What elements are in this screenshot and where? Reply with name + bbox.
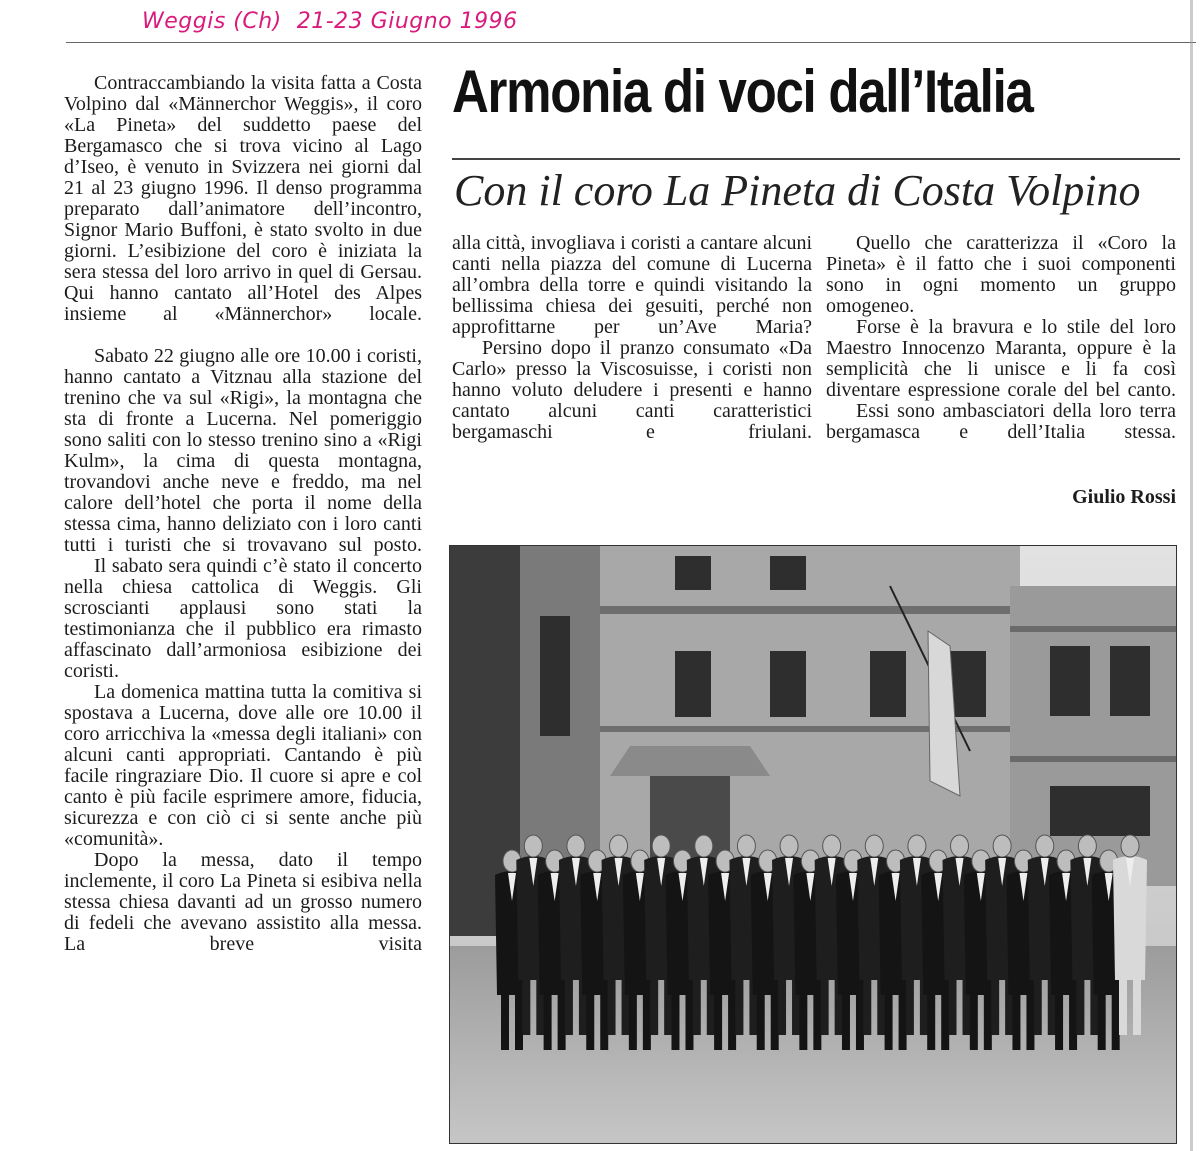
paragraph: Essi sono ambasciatori della loro terra bergamasca e dell’Italia stessa. xyxy=(826,400,1176,443)
article-column-1 xyxy=(64,73,422,955)
headline-rule xyxy=(452,158,1180,160)
paragraph: Persino dopo il pranzo consumato «Da Carlo» presso la Viscosuisse, i coristi non hanno voluto deludere i presenti e hanno cantato alcuni canti caratteristici bergamaschi e friulani. xyxy=(452,337,812,443)
paragraph: Sabato 22 giugno alle ore 10.00 i coristi, hanno cantato a Vitznau alla stazione del trenino che va sul «Rigi», la montagna che sta di fronte a Lucerna. Nel pomeriggio sono saliti con lo stesso trenino sino a «Rigi Kulm», la cima di questa montagna, trovandovi anche neve e freddo, ma nel calore dell’hotel che porta il nome della stessa cima, hanno deliziato con i loro canti tutti i turisti che si trovavano sul posto. xyxy=(64,345,422,556)
article-column-2 xyxy=(452,233,812,443)
paragraph: Forse è la bravura e lo stile del loro Maestro Innocenzo Maranta, oppure è la semplicità che li unisce e li fa così diventare espressione corale del bel canto. xyxy=(826,316,1176,401)
article-column-3 xyxy=(826,233,1176,443)
page-top-rule xyxy=(66,42,1196,43)
choir-photo-image xyxy=(450,546,1176,1143)
paragraph: Dopo la messa, dato il tempo inclemente, il coro La Pineta si esibiva nella stessa chiesa davanti ad un grosso numero di fedeli che avevano assistito alla messa. La breve visita xyxy=(64,849,422,955)
paragraph: La domenica mattina tutta la comitiva si spostava a Lucerna, dove alle ore 10.00 il coro arricchiva la «messa degli italiani» con alcuni canti appropriati. Cantando è più facile ringraziare Dio. Il cuore si apre e col canto è più facile esprimere amore, fiducia, sicurezza e con ciò ci si sente anche più «comunità». xyxy=(64,681,422,850)
paragraph: Il sabato sera quindi c’è stato il concerto nella chiesa cattolica di Weggis. Gli scroscianti applausi sono stati la testimonianza che il pubblico era rimasto affascinato dall’armoniosa esibizione dei coristi. xyxy=(64,555,422,682)
scan-edge xyxy=(1190,0,1193,1151)
paragraph: alla città, invogliava i coristi a cantare alcuni canti nella piazza del comune di Lucerna all’ombra della torre e quindi visitando la bellissima chiesa dei gesuiti, perché non approfittarne per un’Ave Maria? xyxy=(452,232,812,338)
article-subheadline: Con il coro La Pineta di Costa Volpino xyxy=(454,166,1141,215)
handwritten-date-annotation: Weggis (Ch) 21-23 Giugno 1996 xyxy=(142,9,518,34)
paragraph: Contraccambiando la visita fatta a Costa Volpino dal «Männerchor Weggis», il coro «La Pineta» del suddetto paese del Bergamasco che si trova vicino al Lago d’Iseo, è venuto in Svizzera nei giorni dal 21 al 23 giugno 1996. Il denso programma preparato dall’animatore dell’incontro, Signor Mario Buffoni, è stato svolto in due giorni. L’esibizione del coro è iniziata la sera stessa del loro arrivo in quel di Gersau. Qui hanno cantato all’Hotel des Alpes insieme al «Männerchor» locale. xyxy=(64,72,422,325)
paragraph: Quello che caratterizza il «Coro la Pineta» è il fatto che i suoi componenti sono in ogni momento un gruppo omogeneo. xyxy=(826,232,1176,317)
article-byline: Giulio Rossi xyxy=(1072,486,1176,508)
article-headline: Armonia di voci dall’Italia xyxy=(452,58,1033,125)
choir-photo xyxy=(449,545,1177,1144)
choir-group xyxy=(495,835,1147,1050)
